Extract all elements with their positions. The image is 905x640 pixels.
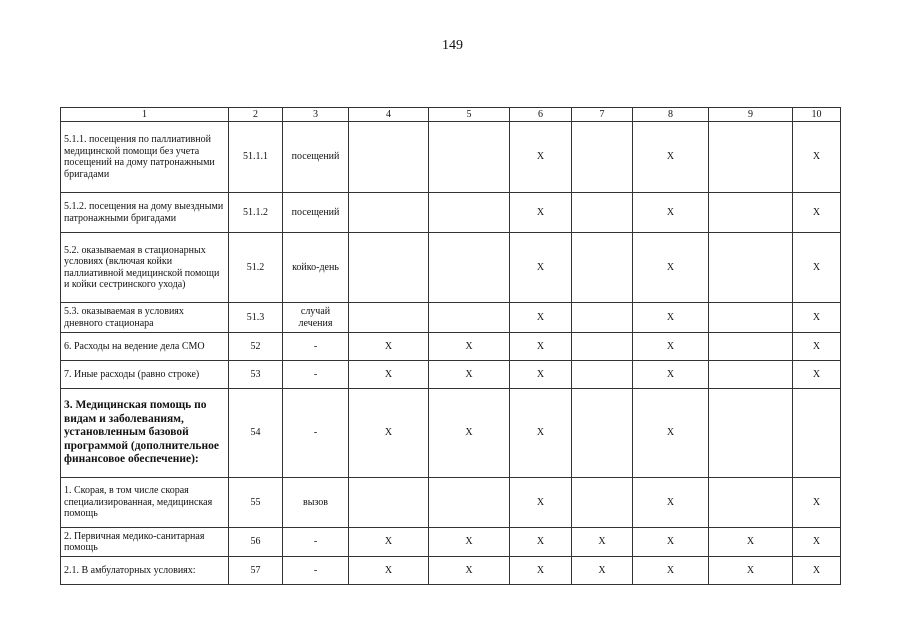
row-unit: -	[283, 557, 349, 585]
cell-col5	[429, 233, 510, 303]
row-unit: койко-день	[283, 233, 349, 303]
column-header: 5	[429, 108, 510, 122]
cell-col10: X	[793, 122, 841, 193]
cell-col6: X	[510, 478, 572, 528]
cell-col9	[709, 193, 793, 233]
cell-col4: X	[349, 361, 429, 389]
row-unit: случай лечения	[283, 303, 349, 333]
cell-col5: X	[429, 361, 510, 389]
row-code: 51.3	[229, 303, 283, 333]
table-row	[61, 333, 841, 361]
cell-col7: X	[572, 528, 633, 557]
cell-col6: X	[510, 333, 572, 361]
table-row	[61, 193, 841, 233]
cell-col4	[349, 233, 429, 303]
row-unit: посещений	[283, 122, 349, 193]
cell-col5	[429, 122, 510, 193]
cell-col8: X	[633, 389, 709, 478]
table-row	[61, 557, 841, 585]
row-unit: -	[283, 389, 349, 478]
row-code: 56	[229, 528, 283, 557]
row-code: 51.1.2	[229, 193, 283, 233]
cell-col5: X	[429, 389, 510, 478]
cell-col6: X	[510, 528, 572, 557]
table-row	[61, 478, 841, 528]
column-header: 6	[510, 108, 572, 122]
cell-col9	[709, 361, 793, 389]
row-code: 51.2	[229, 233, 283, 303]
cell-col5	[429, 478, 510, 528]
cell-col8: X	[633, 557, 709, 585]
cell-col10: X	[793, 361, 841, 389]
cell-col10: X	[793, 233, 841, 303]
cell-col8: X	[633, 478, 709, 528]
cell-col6: X	[510, 303, 572, 333]
cell-col10	[793, 389, 841, 478]
cell-col7	[572, 333, 633, 361]
row-name: 5.2. оказываемая в стационарных условиях (включая койки паллиативной медицинской помощи и койки сестринского ухода)	[61, 233, 229, 303]
data-table	[60, 107, 841, 585]
cell-col7	[572, 193, 633, 233]
row-name: 3. Медицинская помощь по видам и заболеваниям, установленным базовой программой (дополнительное финансовое обеспечение):	[61, 389, 229, 478]
cell-col9	[709, 303, 793, 333]
cell-col7	[572, 478, 633, 528]
cell-col7	[572, 303, 633, 333]
row-code: 57	[229, 557, 283, 585]
cell-col9: X	[709, 528, 793, 557]
cell-col4	[349, 122, 429, 193]
row-name: 7. Иные расходы (равно строке)	[61, 361, 229, 389]
column-header: 10	[793, 108, 841, 122]
cell-col4	[349, 478, 429, 528]
cell-col8: X	[633, 233, 709, 303]
row-unit: -	[283, 333, 349, 361]
row-unit: посещений	[283, 193, 349, 233]
cell-col4	[349, 193, 429, 233]
cell-col5	[429, 303, 510, 333]
cell-col7	[572, 361, 633, 389]
cell-col5: X	[429, 557, 510, 585]
cell-col9	[709, 389, 793, 478]
cell-col9: X	[709, 557, 793, 585]
cell-col8: X	[633, 303, 709, 333]
row-code: 54	[229, 389, 283, 478]
cell-col8: X	[633, 528, 709, 557]
cell-col9	[709, 478, 793, 528]
column-header: 7	[572, 108, 633, 122]
cell-col9	[709, 122, 793, 193]
cell-col4	[349, 303, 429, 333]
row-unit: вызов	[283, 478, 349, 528]
table-row	[61, 361, 841, 389]
row-name: 6. Расходы на ведение дела СМО	[61, 333, 229, 361]
row-unit: -	[283, 528, 349, 557]
column-header: 2	[229, 108, 283, 122]
row-name: 5.1.2. посещения на дому выездными патронажными бригадами	[61, 193, 229, 233]
cell-col6: X	[510, 389, 572, 478]
cell-col10: X	[793, 333, 841, 361]
cell-col8: X	[633, 333, 709, 361]
column-header: 8	[633, 108, 709, 122]
row-code: 51.1.1	[229, 122, 283, 193]
column-header: 3	[283, 108, 349, 122]
cell-col7	[572, 389, 633, 478]
cell-col10: X	[793, 303, 841, 333]
cell-col6: X	[510, 122, 572, 193]
table-row	[61, 528, 841, 557]
cell-col10: X	[793, 528, 841, 557]
cell-col7: X	[572, 557, 633, 585]
cell-col5	[429, 193, 510, 233]
cell-col7	[572, 233, 633, 303]
cell-col6: X	[510, 233, 572, 303]
row-code: 55	[229, 478, 283, 528]
table-row	[61, 389, 841, 478]
page-number: 149	[442, 38, 463, 53]
table-row	[61, 303, 841, 333]
cell-col9	[709, 333, 793, 361]
row-unit: -	[283, 361, 349, 389]
row-name: 5.3. оказываемая в условиях дневного стационара	[61, 303, 229, 333]
cell-col8: X	[633, 361, 709, 389]
cell-col4: X	[349, 528, 429, 557]
cell-col4: X	[349, 557, 429, 585]
column-header: 4	[349, 108, 429, 122]
cell-col4: X	[349, 333, 429, 361]
cell-col6: X	[510, 361, 572, 389]
table-row	[61, 122, 841, 193]
cell-col6: X	[510, 557, 572, 585]
cell-col10: X	[793, 193, 841, 233]
cell-col5: X	[429, 528, 510, 557]
column-header: 9	[709, 108, 793, 122]
cell-col9	[709, 233, 793, 303]
table-row	[61, 233, 841, 303]
cell-col8: X	[633, 193, 709, 233]
row-name: 2.1. В амбулаторных условиях:	[61, 557, 229, 585]
cell-col10: X	[793, 557, 841, 585]
row-code: 52	[229, 333, 283, 361]
row-name: 5.1.1. посещения по паллиативной медицинской помощи без учета посещений на дому патронажными бригадами	[61, 122, 229, 193]
row-name: 1. Скорая, в том числе скорая специализированная, медицинская помощь	[61, 478, 229, 528]
cell-col6: X	[510, 193, 572, 233]
cell-col7	[572, 122, 633, 193]
row-code: 53	[229, 361, 283, 389]
cell-col5: X	[429, 333, 510, 361]
table-header-row	[61, 108, 841, 122]
cell-col10: X	[793, 478, 841, 528]
cell-col4: X	[349, 389, 429, 478]
row-name: 2. Первичная медико-санитарная помощь	[61, 528, 229, 557]
column-header: 1	[61, 108, 229, 122]
cell-col8: X	[633, 122, 709, 193]
